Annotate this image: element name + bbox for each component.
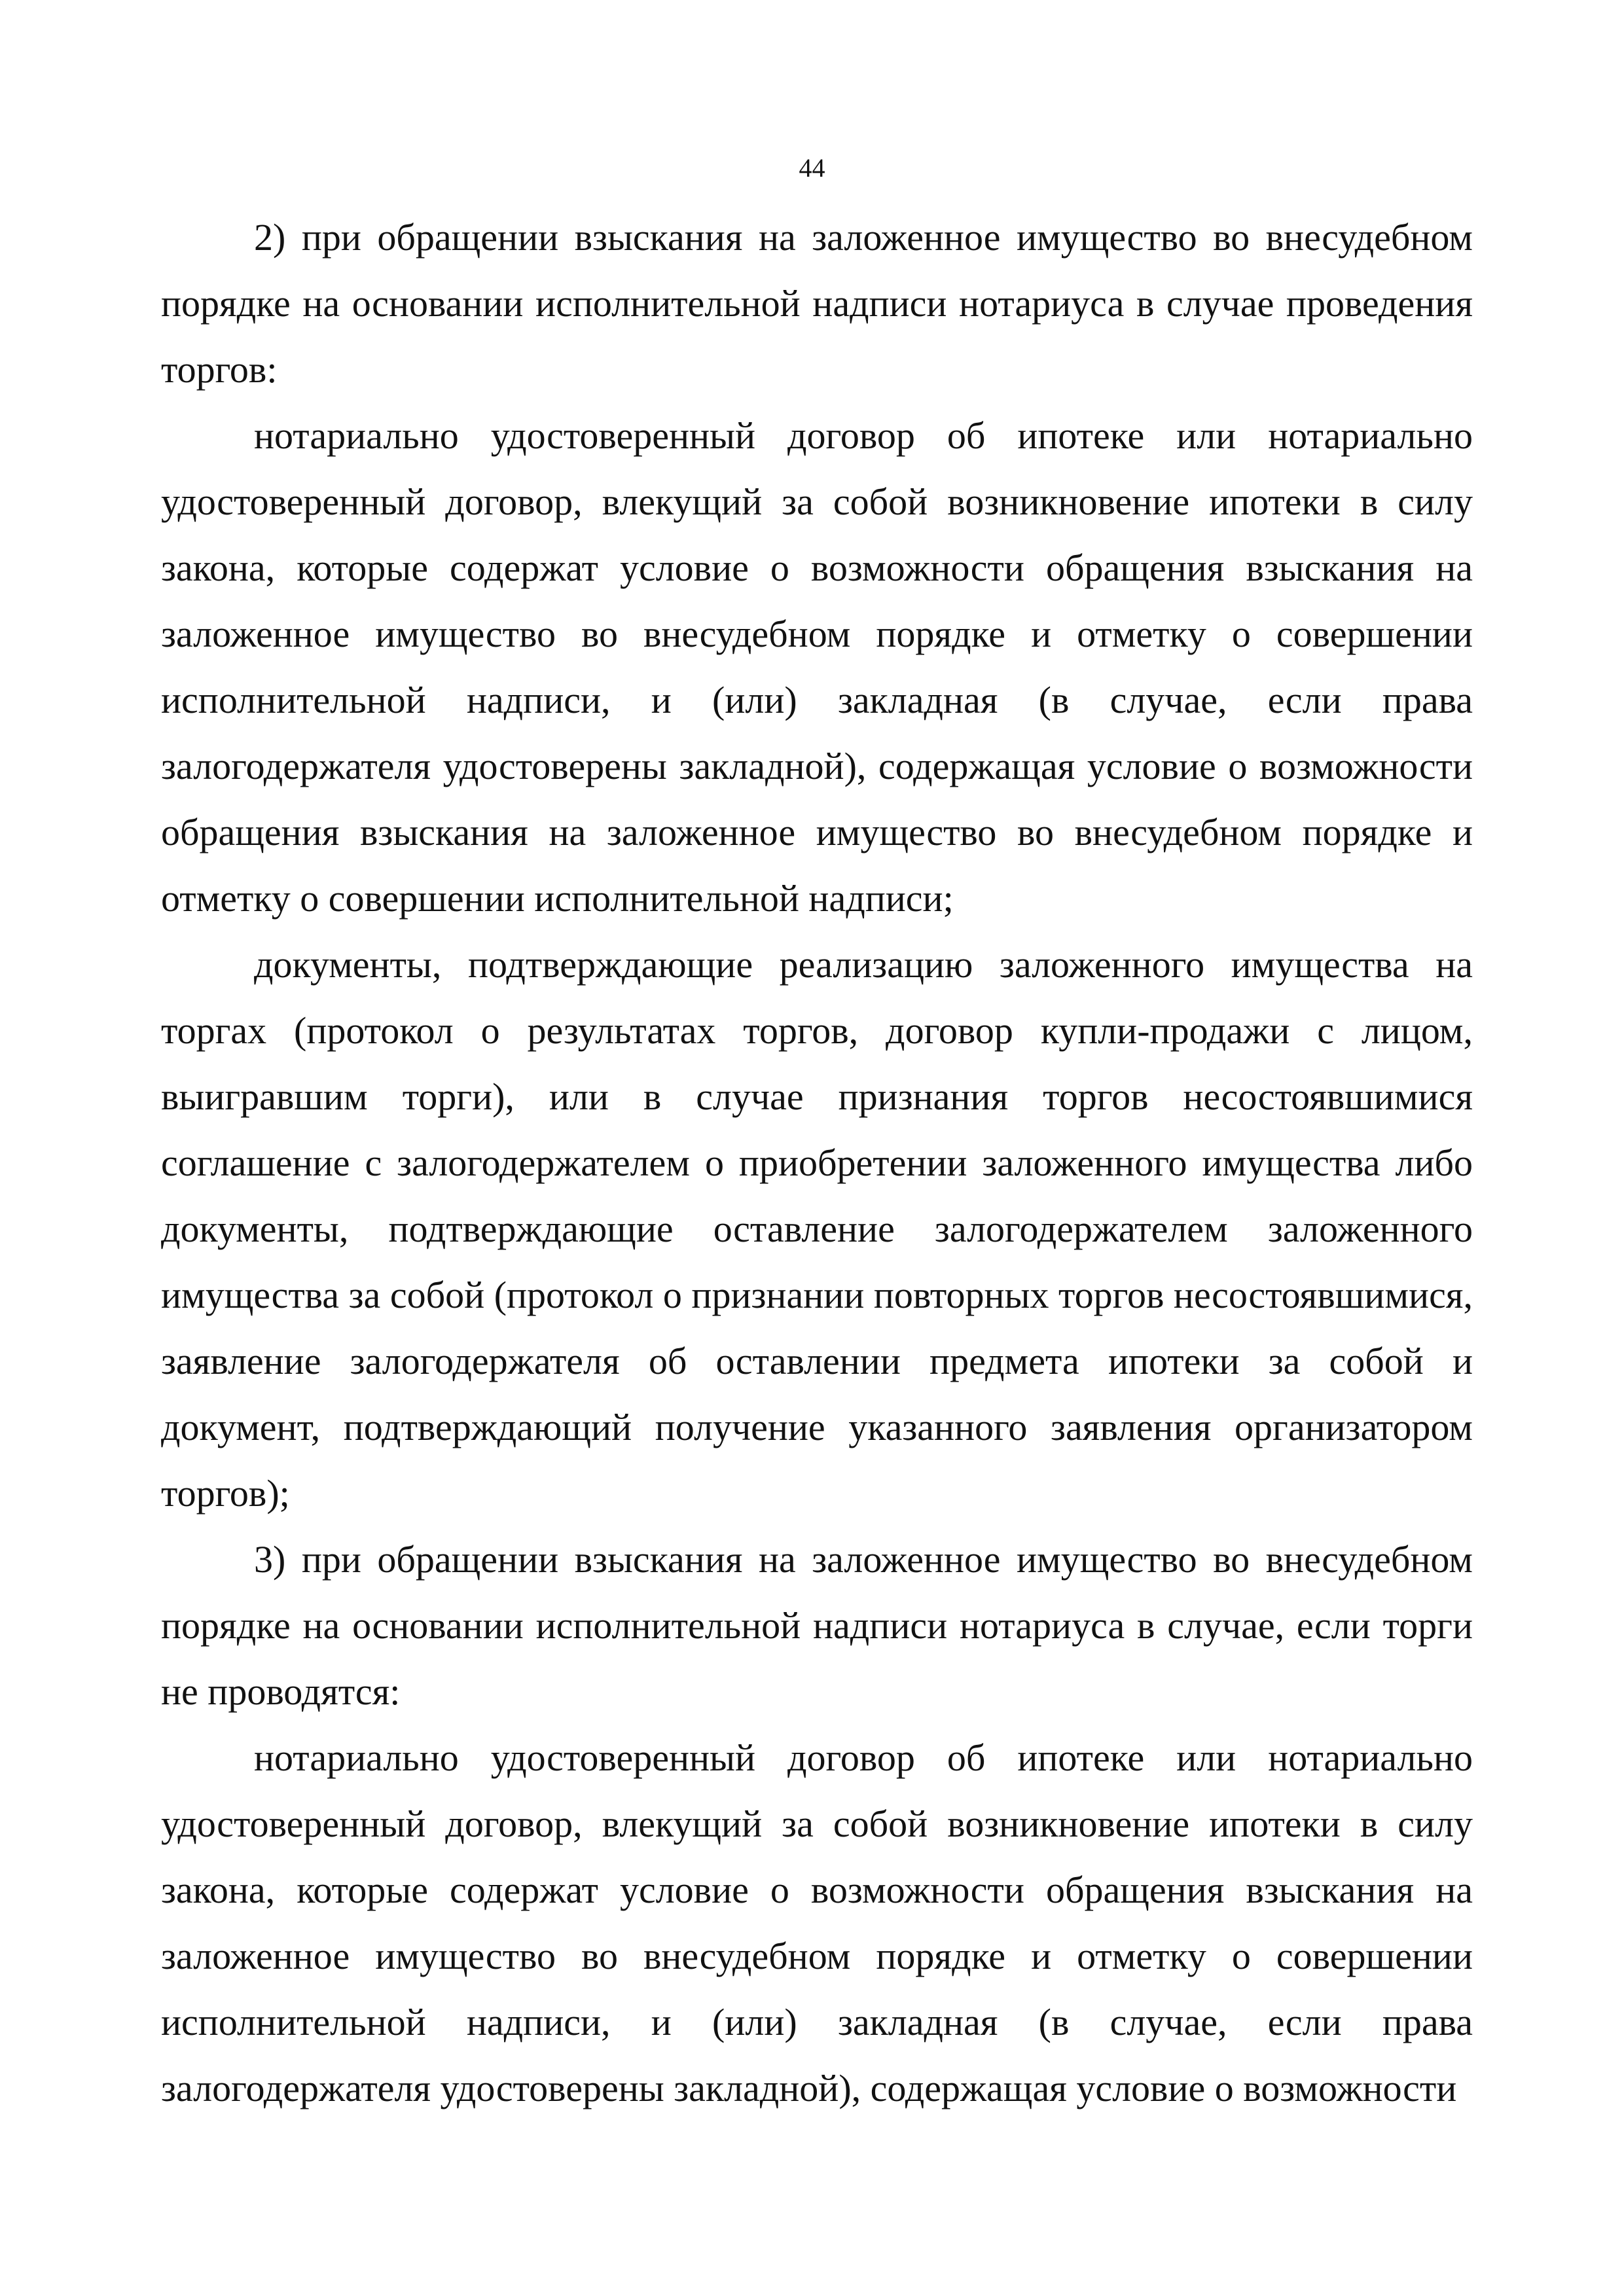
paragraph-notarial-agreement: нотариально удостоверенный договор об ипотеке или нотариально удостоверенный договор, влекущий за собой возникновение ипотеки в силу закона, которые содержат условие о возможности обращения взыскания на заложенное имущество во внесудебном порядке и отметку о совершении исполнительной надписи, и (или) закладная (в случае, если права залогодержателя удостоверены закладной), содержащая условие о возможности обращения взыскания на заложенное имущество во внесудебном порядке и отметку о совершении исполнительной надписи; bbox=[161, 414, 1473, 920]
paragraph-auction-documents: документы, подтверждающие реализацию заложенного имущества на торгах (протокол о результатах торгов, договор купли-продажи с лицом, выигравшим торги), или в случае признания торгов несостоявшимися соглашение с залогодержателем о приобретении заложенного имущества либо документы, подтверждающие оставление залогодержателем заложенного имущества за собой (протокол о признании повторных торгов несостоявшимися, заявление залогодержателя об оставлении предмета ипотеки за собой и документ, подтверждающий получение указанного заявления организатором торгов); bbox=[161, 943, 1473, 1515]
paragraph-notarial-agreement-continued: нотариально удостоверенный договор об ипотеке или нотариально удостоверенный договор, влекущий за собой возникновение ипотеки в силу закона, которые содержат условие о возможности обращения взыскания на заложенное имущество во внесудебном порядке и отметку о совершении исполнительной надписи, и (или) закладная (в случае, если права залогодержателя удостоверены закладной), содержащая условие о возможности bbox=[161, 1736, 1473, 2109]
paragraph-item-3-header: 3) при обращении взыскания на заложенное имущество во внесудебном порядке на основании исполнительной надписи нотариуса в случае, если торги не проводятся: bbox=[161, 1538, 1473, 1713]
document-body bbox=[161, 204, 1473, 2121]
page-number: 44 bbox=[799, 153, 825, 183]
paragraph-item-2-header: 2) при обращении взыскания на заложенное имущество во внесудебном порядке на основании исполнительной надписи нотариуса в случае проведения торгов: bbox=[161, 216, 1473, 391]
